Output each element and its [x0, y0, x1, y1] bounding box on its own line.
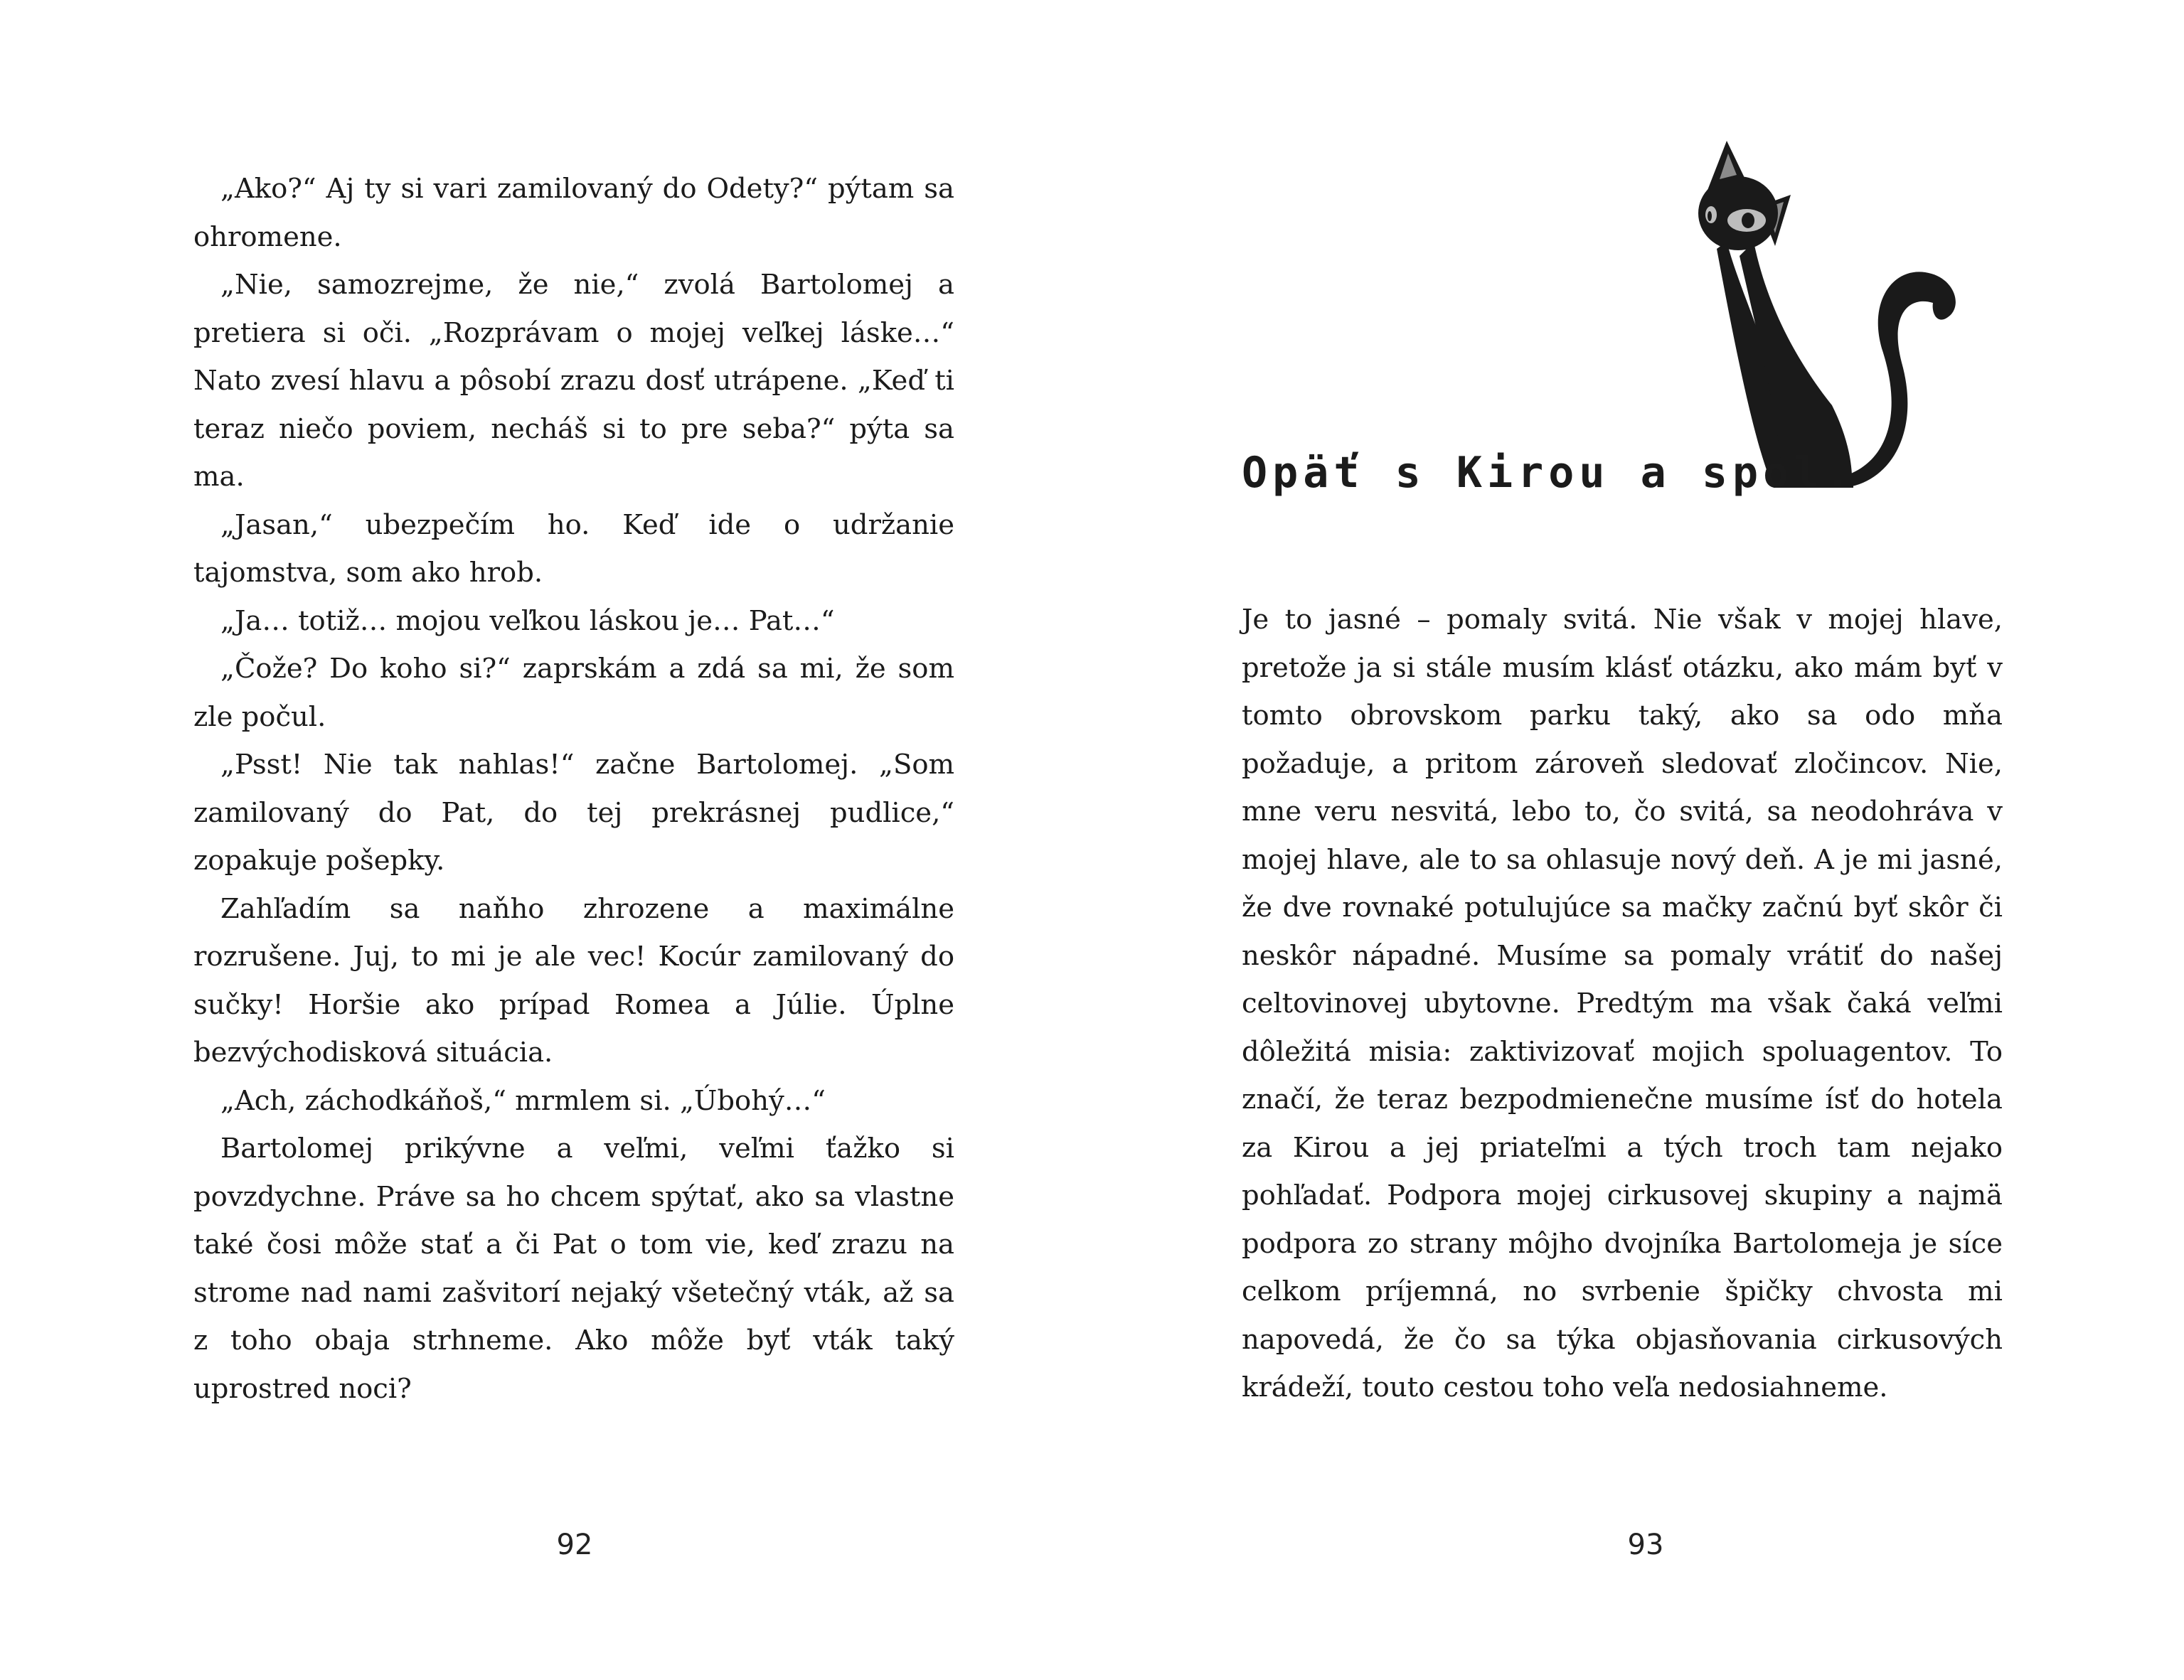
paragraph: Bartolomej prikývne a veľmi, veľmi ťažko si povzdychne. Práve sa ho chcem spýtať, ako sa vlastne také čosi môže stať a či Pat o tom vie, keď zrazu na strome nad nami zašvitorí nejaký všetečný vták, až sa z toho obaja strhneme. Ako môže byť vták taký uprostred noci? [193, 1133, 954, 1405]
left-page-body [193, 165, 954, 1413]
paragraph: „Nie, samozrejme, že nie,“ zvolá Bartolomej a pretiera si oči. „Rozprávam o mojej veľkej láske…“ Nato zvesí hlavu a pôsobí zrazu dosť utrápene. „Keď ti teraz niečo poviem, necháš si to pre seba?“ pýta sa ma. [193, 269, 954, 493]
cat-pupil-small [1708, 211, 1712, 221]
cat-tail [1843, 272, 1956, 488]
chapter-title: Opäť s Kirou a spol. [1242, 448, 1855, 498]
paragraph: „Ako?“ Aj ty si vari zamilovaný do Odety?“ pýtam sa ohromene. [193, 173, 954, 253]
right-page [1092, 0, 2184, 1680]
paragraph: „Ja… totiž… mojou veľkou láskou je… Pat…“ [220, 604, 835, 637]
paragraph: „Ach, záchodkáňoš,“ mrmlem si. „Úbohý…“ [220, 1084, 826, 1117]
page-number-right: 93 [1627, 1529, 1664, 1561]
paragraph: „Psst! Nie tak nahlas!“ začne Bartolomej. „Som zamilovaný do Pat, do tej prekrásnej pudlice,“ zopakuje pošepky. [193, 749, 954, 877]
page-number-left: 92 [556, 1529, 593, 1561]
black-cat-icon [1676, 135, 1960, 491]
paragraph: „Jasan,“ ubezpečím ho. Keď ide o udržanie tajomstva, som ako hrob. [193, 508, 954, 589]
paragraph: Zahľadím sa naňho zhrozene a maximálne rozrušene. Juj, to mi je ale vec! Kocúr zamilovaný do sučky! Horšie ako prípad Romea a Júlie. Úplne bezvýchodisková situácia. [193, 892, 954, 1069]
right-page-body [1242, 596, 2003, 1412]
paragraph: „Čože? Do koho si?“ zaprskám a zdá sa mi, že som zle počul. [193, 653, 954, 733]
cat-pupil-large [1742, 213, 1754, 228]
paragraph: Je to jasné – pomaly svitá. Nie však v mojej hlave, pretože ja si stále musím klásť otázku, ako mám byť v tomto obrovskom parku taký, ako sa odo mňa požaduje, a pritom zároveň sledovať zločincov. Nie, mne veru nesvitá, lebo to, čo svitá, sa neodohráva v mojej hlave, ale to sa ohlasuje nový deň. A je mi jasné, že dve rovnaké potulujúce sa mačky začnú byť skôr či neskôr nápadné. Musíme sa pomaly vrátiť do našej celtovinovej ubytovne. Predtým ma však čaká veľmi dôležitá misia: zaktivizovať mojich spoluagentov. To značí, že teraz bezpodmienečne musíme ísť do hotela za Kirou a jej priateľmi a tých troch tam nejako pohľadať. Podpora mojej cirkusovej skupiny a najmä podpora zo strany môjho dvojníka Bartolomeja je síce celkom príjemná, no svrbenie špičky chvosta mi napovedá, že čo sa týka objasňovania cirkusových krádeží, touto cestou toho veľa nedosiahneme. [1242, 604, 2003, 1403]
